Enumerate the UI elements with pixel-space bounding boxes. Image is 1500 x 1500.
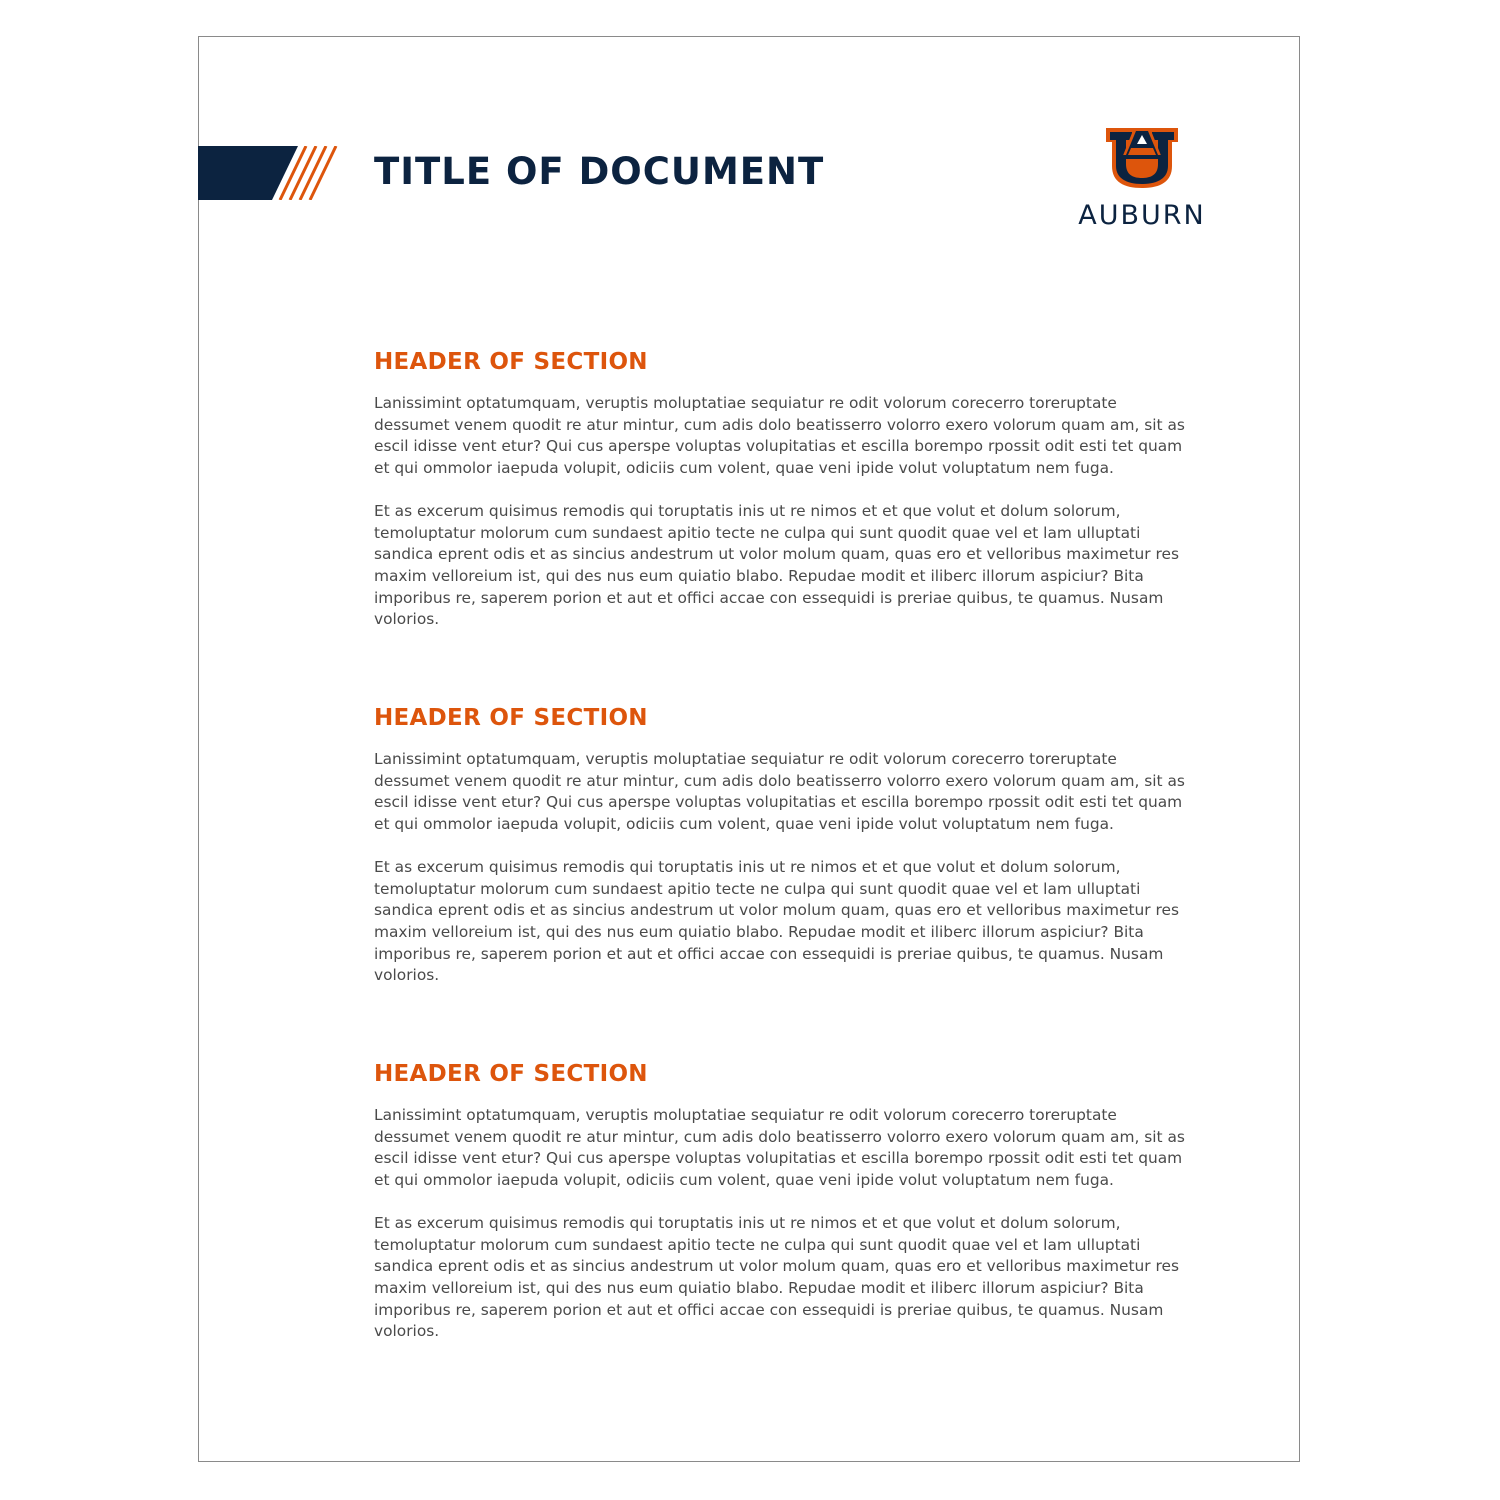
au-monogram-logo <box>1104 124 1180 190</box>
auburn-wordmark: AUBURN <box>1078 200 1206 231</box>
document-section <box>374 345 1194 701</box>
auburn-logo <box>1058 124 1226 234</box>
document-title: TITLE OF DOCUMENT <box>374 150 825 193</box>
section-paragraph: Lanissimint optatumquam, veruptis moluptatiae sequiatur re odit volorum corecerro toreruptate dessumet venem quodit re atur mintur, cum adis dolo beatisserro volorro exero volorum quam am, sit as escil idisse vent etur? Qui cus aperspe voluptas volupitatias et escilla borempo rpossit odit esti tet quam et qui ommolor iaepuda volupit, odiciis cum volent, quae veni ipide volut voluptatum nem fuga. <box>374 1106 1185 1190</box>
section-paragraph: Lanissimint optatumquam, veruptis moluptatiae sequiatur re odit volorum corecerro toreruptate dessumet venem quodit re atur mintur, cum adis dolo beatisserro volorro exero volorum quam am, sit as escil idisse vent etur? Qui cus aperspe voluptas volupitatias et escilla borempo rpossit odit esti tet quam et qui ommolor iaepuda volupit, odiciis cum volent, quae veni ipide volut voluptatum nem fuga. <box>374 394 1185 478</box>
document-section <box>374 1057 1194 1413</box>
document-body <box>374 345 1194 1413</box>
header-accent-stripes <box>198 146 348 200</box>
section-paragraph: Et as excerum quisimus remodis qui toruptatis inis ut re nimos et et que volut et dolum solorum, temoluptatur molorum cum sundaest apitio tecte ne culpa qui sunt quodit quae vel et lam ulluptati sandica eprent odis et as sincius andestrum ut volor molum quam, quas ero et velloribus maximetur res maxim velloreium ist, qui des nus eum quiatio blabo. Repudae modit et iliberc illorum aspiciur? Bita imporibus re, saperem porion et aut et offici accae con essequidi is preriae quibus, te quamus. Nusam volorios. <box>374 857 1179 985</box>
section-header: HEADER OF SECTION <box>374 705 648 731</box>
section-header: HEADER OF SECTION <box>374 1061 648 1087</box>
document-section <box>374 701 1194 1057</box>
section-paragraph: Lanissimint optatumquam, veruptis moluptatiae sequiatur re odit volorum corecerro toreruptate dessumet venem quodit re atur mintur, cum adis dolo beatisserro volorro exero volorum quam am, sit as escil idisse vent etur? Qui cus aperspe voluptas volupitatias et escilla borempo rpossit odit esti tet quam et qui ommolor iaepuda volupit, odiciis cum volent, quae veni ipide volut voluptatum nem fuga. <box>374 750 1185 834</box>
section-paragraph: Et as excerum quisimus remodis qui toruptatis inis ut re nimos et et que volut et dolum solorum, temoluptatur molorum cum sundaest apitio tecte ne culpa qui sunt quodit quae vel et lam ulluptati sandica eprent odis et as sincius andestrum ut volor molum quam, quas ero et velloribus maximetur res maxim velloreium ist, qui des nus eum quiatio blabo. Repudae modit et iliberc illorum aspiciur? Bita imporibus re, saperem porion et aut et offici accae con essequidi is preriae quibus, te quamus. Nusam volorios. <box>374 1213 1179 1341</box>
section-paragraph: Et as excerum quisimus remodis qui toruptatis inis ut re nimos et et que volut et dolum solorum, temoluptatur molorum cum sundaest apitio tecte ne culpa qui sunt quodit quae vel et lam ulluptati sandica eprent odis et as sincius andestrum ut volor molum quam, quas ero et velloribus maximetur res maxim velloreium ist, qui des nus eum quiatio blabo. Repudae modit et iliberc illorum aspiciur? Bita imporibus re, saperem porion et aut et offici accae con essequidi is preriae quibus, te quamus. Nusam volorios. <box>374 501 1179 629</box>
section-header: HEADER OF SECTION <box>374 349 648 375</box>
